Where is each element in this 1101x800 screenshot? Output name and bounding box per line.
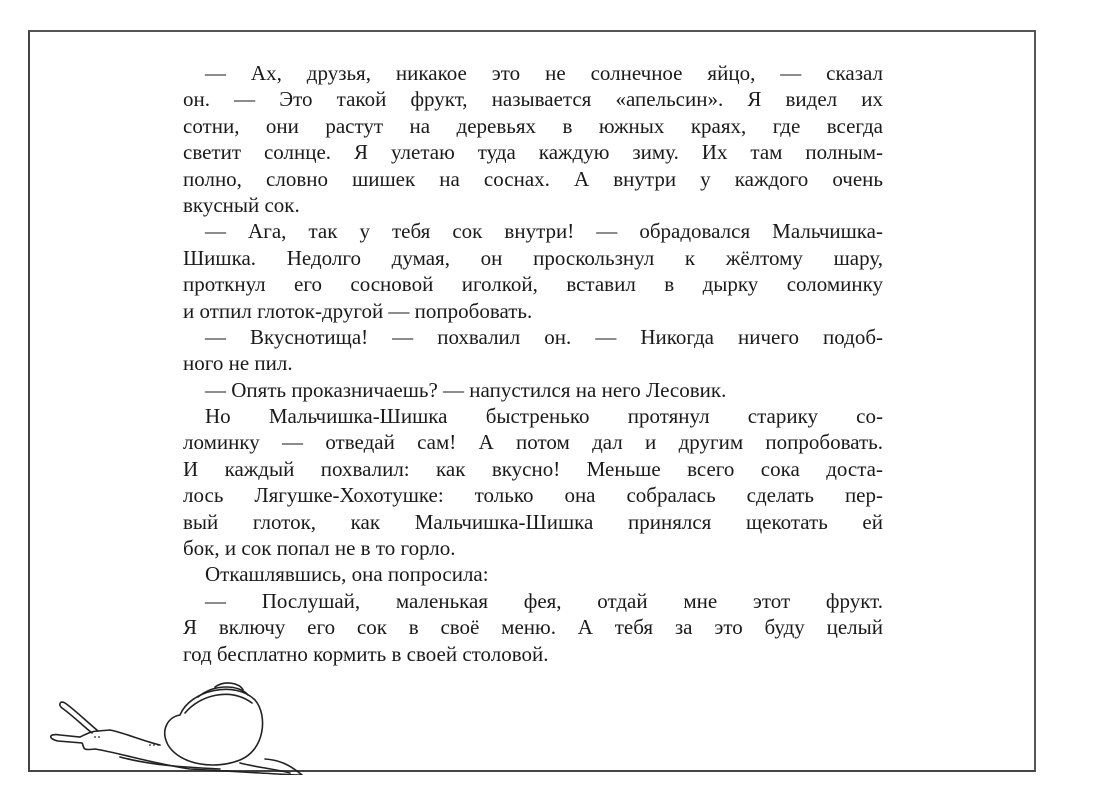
text-line: — Ага, так у тебя сок внутри! — обрадовался Мальчишка-	[205, 219, 883, 244]
text-line: проткнул его сосновой иголкой, вставил в дырку соломинку	[183, 272, 883, 297]
text-line: год бесплатно кормить в своей столовой.	[183, 641, 549, 666]
text-line: — Вкуснотища! — похвалил он. — Никогда ничего подоб-	[205, 324, 883, 349]
text-line: Откашлявшись, она попросила:	[205, 562, 489, 587]
text-line: И каждый похвалил: как вкусно! Меньше всего сока доста-	[183, 456, 883, 481]
text-line: Шишка. Недолго думая, он проскользнул к жёлтому шару,	[183, 245, 883, 270]
text-line: вкусный сок.	[183, 192, 300, 217]
text-line: лось Лягушке-Хохотушке: только она собралась сделать пер-	[183, 483, 883, 508]
text-line: светит солнце. Я улетаю туда каждую зиму. Их там полным-	[183, 140, 883, 165]
text-line: — Опять проказничаешь? — напустился на него Лесовик.	[205, 377, 727, 402]
text-line: — Ах, друзья, никакое это не солнечное яйцо, — сказал	[205, 61, 883, 85]
text-line: он. — Это такой фрукт, называется «апельсин». Я видел их	[183, 87, 883, 112]
text-line: ного не пил.	[183, 351, 293, 376]
text-line: ломинку — отведай сам! А потом дал и другим попробовать.	[183, 430, 883, 455]
text-line: и отпил глоток-другой — попробовать.	[183, 298, 533, 323]
text-line: сотни, они растут на деревьях в южных краях, где всегда	[183, 113, 883, 138]
text-line: Но Мальчишка-Шишка быстренько протянул старику со-	[205, 404, 883, 429]
text-line: Я включу его сок в своё меню. А тебя за это буду целый	[183, 615, 883, 640]
text-line: полно, словно шишек на соснах. А внутри у каждого очень	[183, 166, 883, 191]
story-text	[183, 60, 883, 667]
text-line: вый глоток, как Мальчишка-Шишка принялся щекотать ей	[183, 509, 883, 534]
text-line: — Послушай, маленькая фея, отдай мне этот фрукт.	[205, 588, 883, 613]
text-line: бок, и сок попал не в то горло.	[183, 536, 456, 561]
snail-illustration	[40, 675, 320, 775]
